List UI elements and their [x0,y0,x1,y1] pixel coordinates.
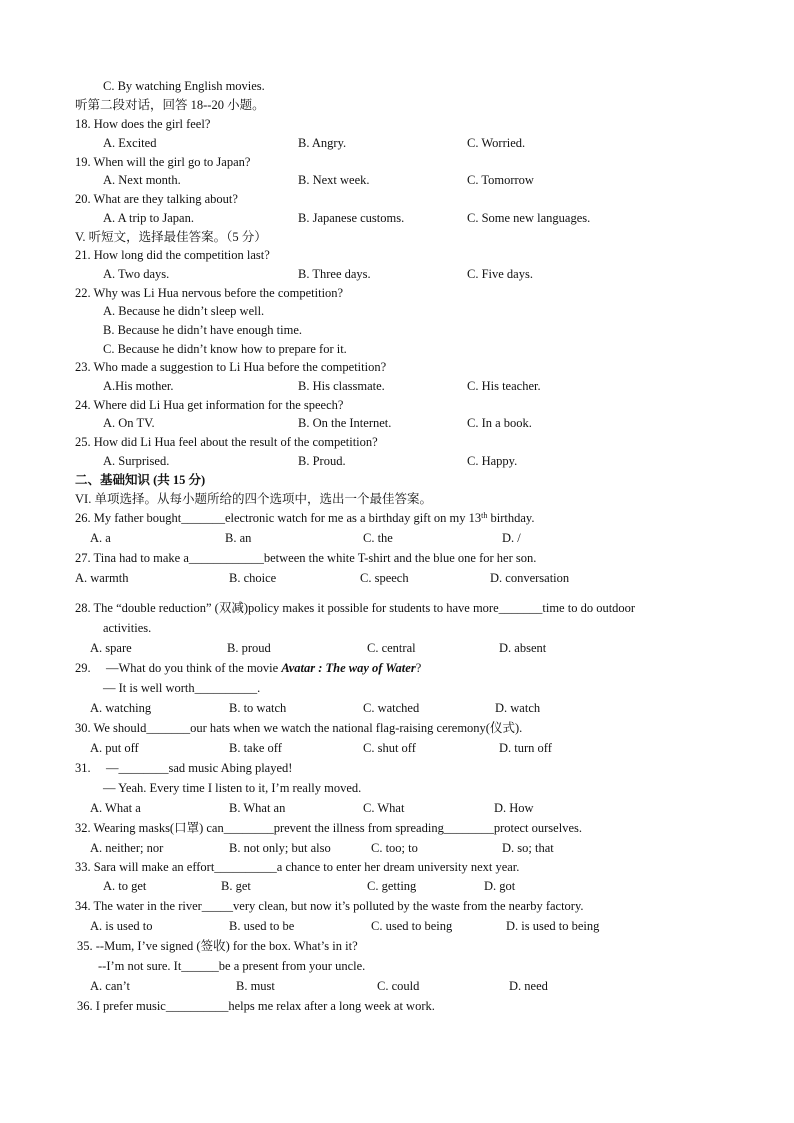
question-22: 22. Why was Li Hua nervous before the competition? [75,286,344,300]
option-c: C. shut off [363,741,416,755]
option-c: C. Because he didn’t know how to prepare for it. [103,342,347,356]
option-a: A. can’t [90,979,131,993]
option-c: C. What [363,801,405,815]
question-18: 18. How does the girl feel? [75,117,211,131]
option-b: B. choice [229,571,277,585]
question-text: ? [415,661,422,675]
question-31-number: 31. [75,761,91,775]
question-text: birthday. [487,511,535,525]
question-text: 26. My father bought_______electronic watch for me as a birthday gift on my 13 [75,511,482,525]
question-30: 30. We should_______our hats when we watch the national flag-raising ceremony(仪式). [75,721,523,735]
option-d: D. got [484,879,516,893]
movie-title: Avatar : The way of Water [281,661,416,675]
question-31: —________sad music Abing played! [106,761,293,775]
option-b: B. must [236,979,275,993]
option-c: C. Tomorrow [467,173,534,187]
option-c: C. Some new languages. [467,211,591,225]
option-a: A. neither; nor [90,841,164,855]
section-heading: VI. 单项选择。从每小题所给的四个选项中，选出一个最佳答案。 [75,492,432,506]
option-a: A. A trip to Japan. [103,211,194,225]
option-b: B. His classmate. [298,379,385,393]
option-a: A. warmth [75,571,129,585]
option-d: D. / [502,531,521,545]
part-heading: 二、基础知识 (共 15 分) [75,473,206,487]
option-c: C. His teacher. [467,379,541,393]
option-b: B. Because he didn’t have enough time. [103,323,303,337]
option-a: A. is used to [90,919,153,933]
option-a: A. Two days. [103,267,170,281]
option-b: B. Proud. [298,454,346,468]
option-b: B. get [221,879,251,893]
option-c: C. getting [367,879,417,893]
question-21: 21. How long did the competition last? [75,248,270,262]
option-b: B. Japanese customs. [298,211,405,225]
option-a: A. What a [90,801,141,815]
option-b: B. an [225,531,252,545]
option-c: C. the [363,531,393,545]
question-27: 27. Tina had to make a____________between the white T-shirt and the blue one for her son. [75,551,537,565]
option-a: A. Next month. [103,173,181,187]
question-text: —What do you think of the movie [106,661,282,675]
option-c: C. Worried. [467,136,526,150]
question-26 [75,510,535,526]
question-29 [106,660,421,676]
option-a: A. put off [90,741,139,755]
option-c: C. Five days. [467,267,533,281]
option-b: B. to watch [229,701,287,715]
option-d: D. watch [495,701,541,715]
option-d: D. absent [499,641,547,655]
option-d: D. How [494,801,534,815]
question-24: 24. Where did Li Hua get information for the speech? [75,398,344,412]
option-b: B. proud [227,641,271,655]
question-19: 19. When will the girl go to Japan? [75,155,251,169]
option-c: C. speech [360,571,409,585]
option-a: A. spare [90,641,132,655]
option-b: B. used to be [229,919,295,933]
option-b: B. Angry. [298,136,347,150]
question-36: 36. I prefer music__________helps me relax after a long week at work. [77,999,435,1013]
option-c: C. used to being [371,919,453,933]
question-31-reply: — Yeah. Every time I listen to it, I’m really moved. [103,781,362,795]
option-b: B. Next week. [298,173,370,187]
option-d: D. turn off [499,741,552,755]
option-c: C. By watching English movies. [103,79,265,93]
question-34: 34. The water in the river_____very clean, but now it’s polluted by the waste from the nearby factory. [75,899,584,913]
option-b: B. take off [229,741,282,755]
question-32: 32. Wearing masks(口罩) can________prevent the illness from spreading________protect ourselves. [75,821,582,835]
option-a: A. watching [90,701,152,715]
option-c: C. could [377,979,420,993]
option-c: C. In a book. [467,416,532,430]
section-heading: V. 听短文，选择最佳答案。（5 分） [75,230,267,244]
option-b: B. not only; but also [229,841,331,855]
option-c: C. too; to [371,841,418,855]
option-c: C. Happy. [467,454,518,468]
option-b: B. Three days. [298,267,371,281]
option-c: C. watched [363,701,420,715]
option-a: A. Excited [103,136,157,150]
option-a: A. Because he didn’t sleep well. [103,304,265,318]
option-a: A. On TV. [103,416,155,430]
option-d: D. need [509,979,548,993]
option-a: A.His mother. [103,379,174,393]
question-28-continued: activities. [103,621,152,635]
question-35: 35. --Mum, I’ve signed (签收) for the box. What’s in it? [77,939,358,953]
question-23: 23. Who made a suggestion to Li Hua before the competition? [75,360,387,374]
question-29-number: 29. [75,661,91,675]
option-a: A. Surprised. [103,454,170,468]
option-b: B. On the Internet. [298,416,392,430]
ordinal-suffix: th [481,511,488,520]
question-33: 33. Sara will make an effort__________a chance to enter her dream university next year. [75,860,520,874]
option-a: A. a [90,531,111,545]
option-a: A. to get [103,879,147,893]
instruction: 听第二段对话，回答 18--20 小题。 [75,98,265,112]
option-b: B. What an [229,801,286,815]
option-d: D. so; that [502,841,554,855]
question-25: 25. How did Li Hua feel about the result of the competition? [75,435,378,449]
question-20: 20. What are they talking about? [75,192,238,206]
option-d: D. is used to being [506,919,600,933]
option-c: C. central [367,641,416,655]
question-35-reply: --I’m not sure. It______be a present from your uncle. [98,959,366,973]
question-28: 28. The “double reduction” (双减)policy makes it possible for students to have more_______time to do outdoor [75,601,636,615]
question-29-reply: — It is well worth__________. [103,681,261,695]
option-d: D. conversation [490,571,570,585]
